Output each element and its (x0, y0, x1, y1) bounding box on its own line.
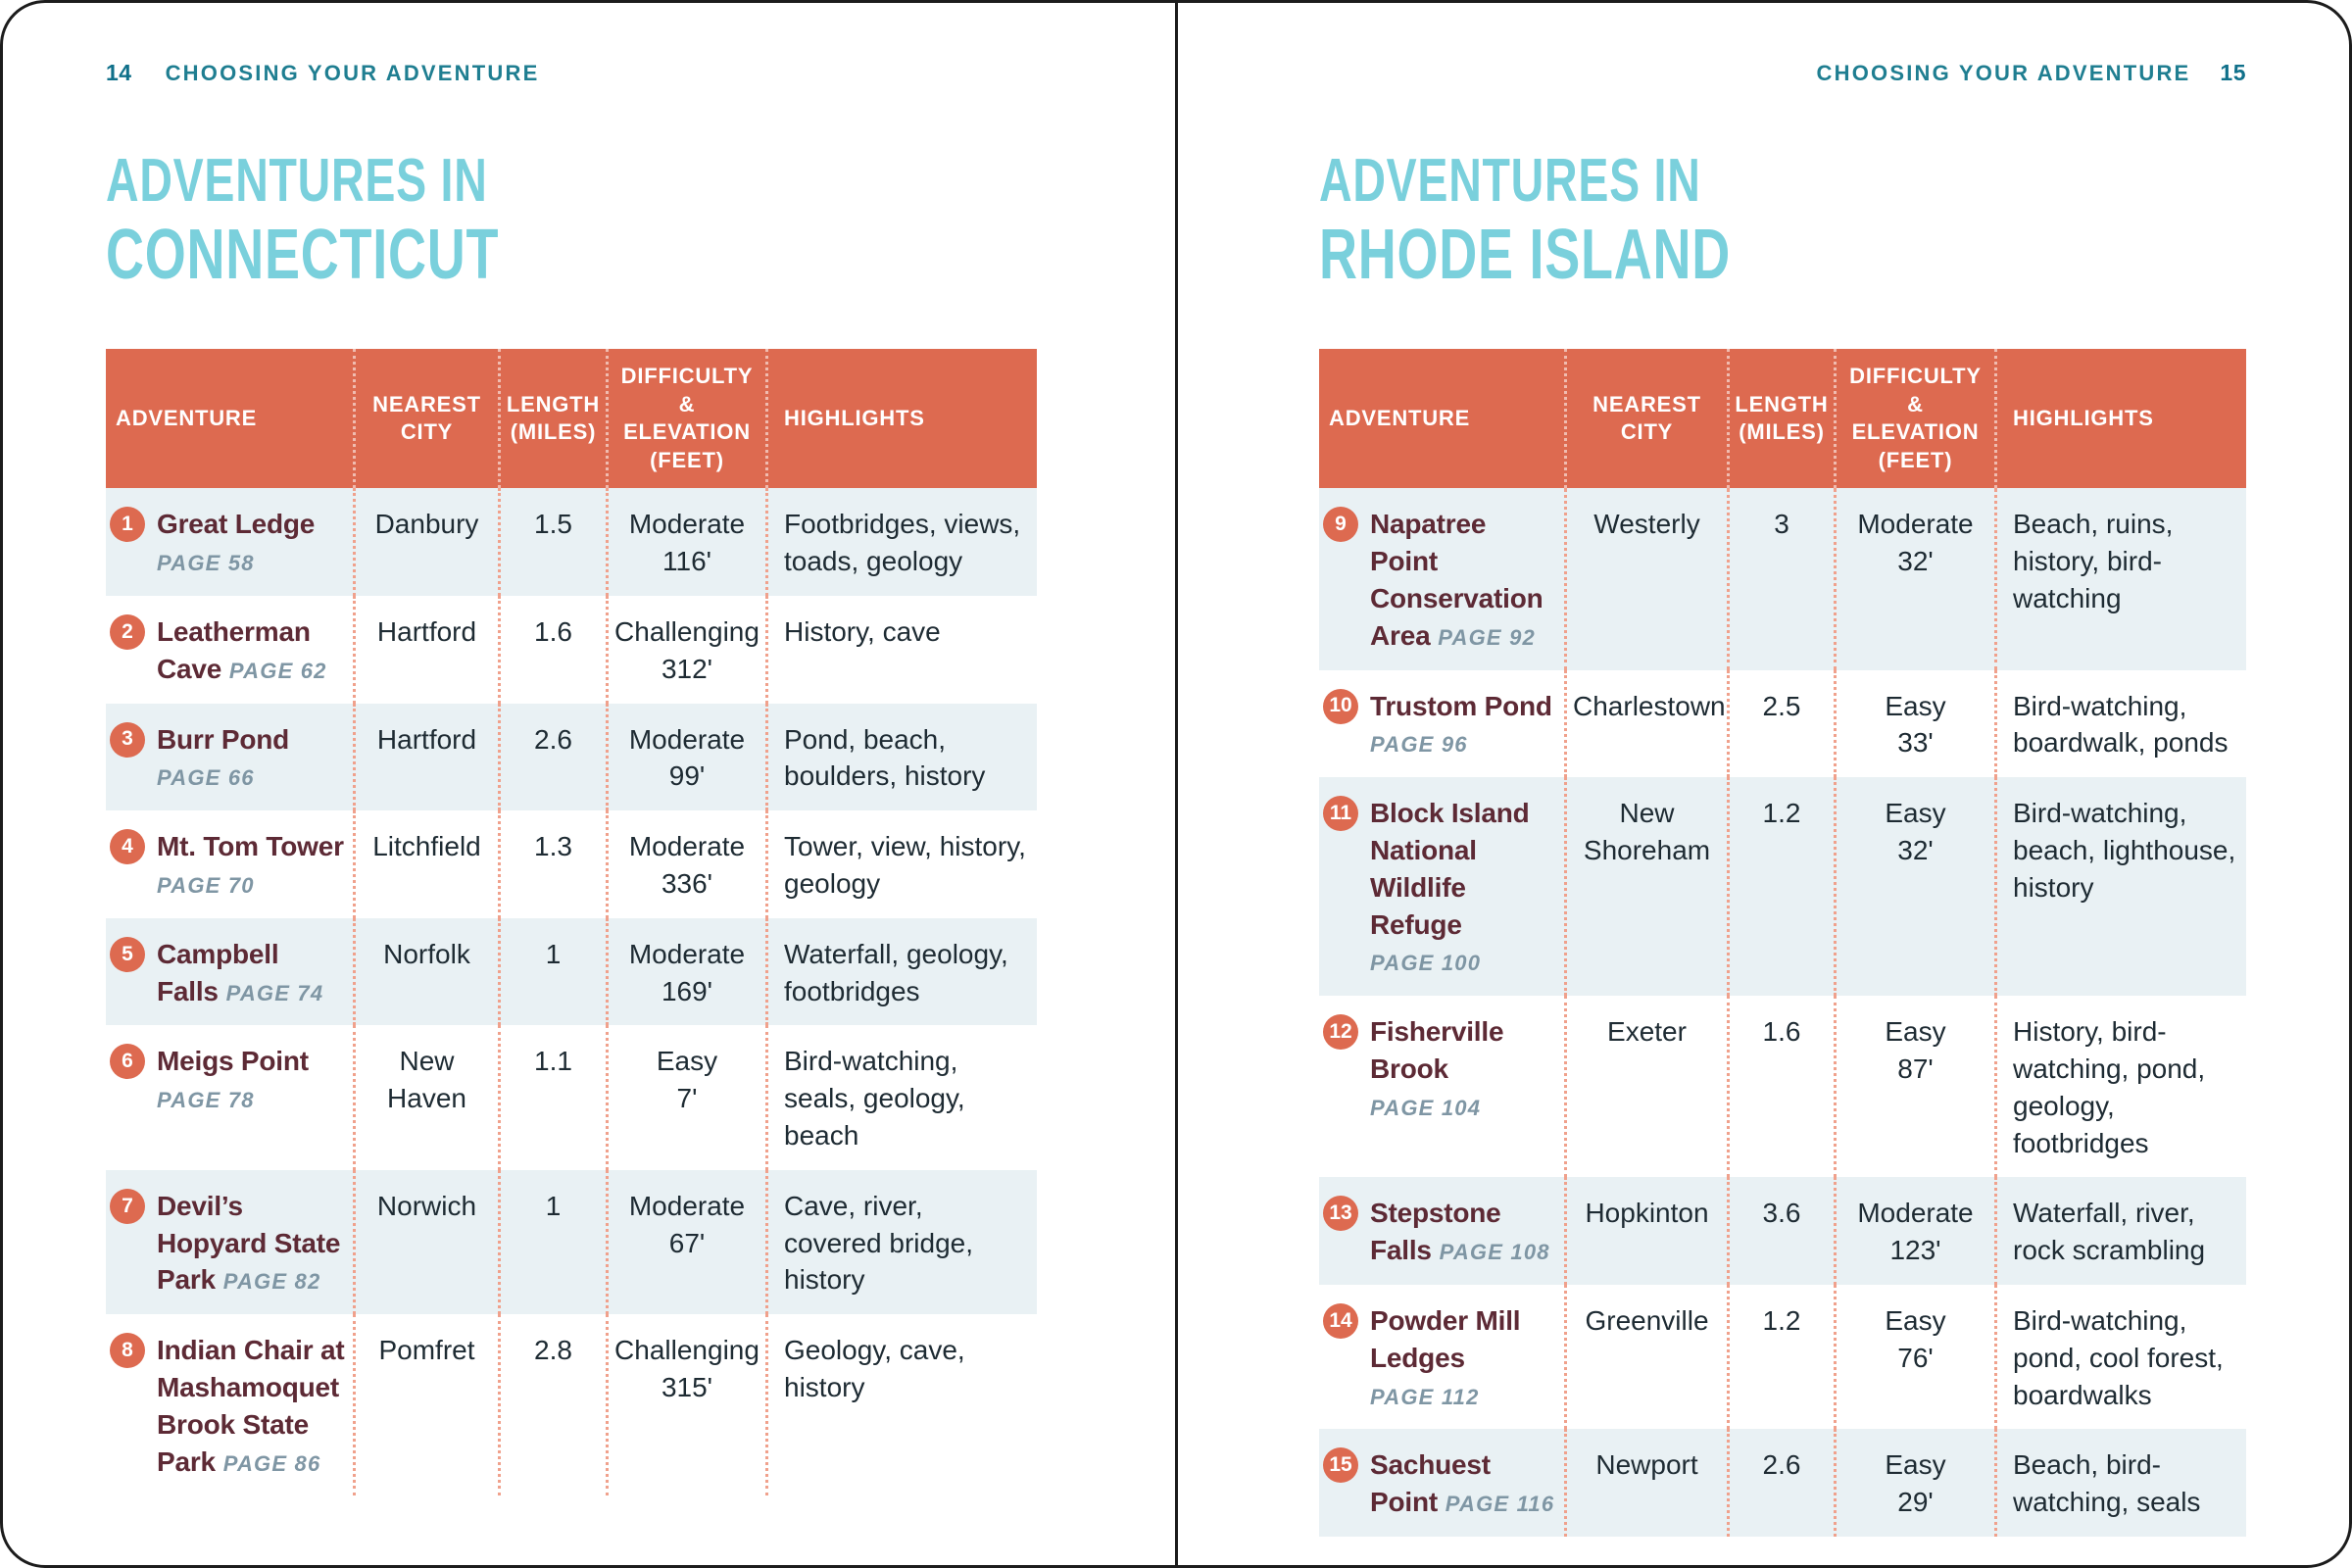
difficulty-value: Moderate (628, 1190, 746, 1221)
adventure-name: Trustom Pond (1370, 690, 1552, 721)
adventure-name: Fisherville Brook (1370, 1016, 1504, 1084)
adventure-cell (1319, 1429, 1564, 1537)
table-row (106, 1314, 1037, 1495)
adventures-table-connecticut (106, 349, 1037, 1495)
page-ref: PAGE 82 (222, 1269, 321, 1295)
elevation-value: 315' (661, 1371, 713, 1402)
adventure-name: Stepstone Falls (1370, 1198, 1501, 1266)
length-cell: 2.6 (1727, 1429, 1834, 1537)
difficulty-value: Moderate (628, 723, 746, 755)
running-head-right (1319, 60, 2246, 86)
center-fold-divider (1175, 3, 1178, 1565)
page-ref: PAGE 100 (1370, 951, 1482, 976)
table-row (106, 918, 1037, 1026)
adventure-name: Burr Pond (157, 723, 290, 755)
page-number: 15 (2220, 60, 2246, 85)
adventure-cell (1319, 1285, 1564, 1429)
column-header-line: CITY (400, 419, 454, 445)
elevation-value: 99' (668, 760, 706, 792)
page-ref: PAGE 66 (157, 765, 255, 791)
adventure-cell (106, 1170, 353, 1314)
adventure-cell (106, 918, 353, 1026)
highlights-cell: Beach, ruins, history, bird-watching (1994, 488, 2246, 669)
elevation-value: 312' (661, 653, 713, 684)
table-row (1319, 1429, 2246, 1537)
elevation-value: 169' (661, 975, 713, 1006)
adventure-number-badge: 4 (110, 829, 145, 864)
adventure-name: Great Ledge (157, 509, 316, 540)
table-row (1319, 1177, 2246, 1285)
nearest-city-cell: New Shoreham (1564, 777, 1727, 996)
adventure-cell (106, 1025, 353, 1169)
adventure-name-block (157, 721, 347, 796)
page-title-line1: ADVENTURES IN (106, 147, 488, 215)
nearest-city-cell: Greenville (1564, 1285, 1727, 1429)
column-header (1564, 349, 1727, 488)
column-header-line: (FEET) (1878, 447, 1953, 472)
page-ref: PAGE 92 (1438, 624, 1536, 650)
adventure-name: Mt. Tom Tower (157, 831, 344, 862)
length-cell: 2.5 (1727, 670, 1834, 778)
adventure-cell (106, 596, 353, 704)
adventure-cell (106, 1314, 353, 1495)
adventure-name-block (1370, 506, 1558, 654)
difficulty-cell (606, 1314, 765, 1495)
column-header (353, 349, 498, 488)
column-header-line: DIFFICULTY (1849, 364, 1982, 388)
difficulty-value: Moderate (1857, 1198, 1974, 1229)
adventure-number-badge: 12 (1323, 1014, 1358, 1050)
nearest-city-cell: Charlestown (1564, 670, 1727, 778)
column-header (1727, 349, 1834, 488)
adventure-number-badge: 10 (1323, 689, 1358, 724)
elevation-value: 7' (676, 1083, 698, 1114)
adventure-name-block (1370, 688, 1558, 762)
page-ref: PAGE 96 (1370, 732, 1468, 758)
table-row (106, 1025, 1037, 1169)
elevation-value: 116' (662, 546, 711, 577)
page-title (1319, 147, 2246, 294)
table-row (106, 488, 1037, 596)
adventure-name: Napatree Point Conservation Area (1370, 509, 1544, 651)
column-header-line: NEAREST (372, 391, 481, 416)
table-row (106, 1170, 1037, 1314)
highlights-cell: Pond, beach, boulders, history (765, 704, 1037, 811)
nearest-city-cell: Pomfret (353, 1314, 498, 1495)
adventure-cell (1319, 996, 1564, 1177)
nearest-city-cell: Hartford (353, 596, 498, 704)
difficulty-cell (606, 1170, 765, 1314)
column-header (1834, 349, 1994, 488)
difficulty-cell (606, 704, 765, 811)
length-cell: 1.5 (498, 488, 606, 596)
length-cell: 1.6 (498, 596, 606, 704)
difficulty-value: Easy (656, 1046, 718, 1077)
column-header (1994, 349, 2246, 488)
highlights-cell: History, bird-watching, pond, geology, footbridges (1994, 996, 2246, 1177)
column-header-line: (MILES) (1739, 419, 1825, 445)
table-header-row (1319, 349, 2246, 488)
elevation-value: 29' (1897, 1487, 1934, 1518)
adventure-number-badge: 3 (110, 722, 145, 758)
column-header (1319, 349, 1564, 488)
adventure-name: Campbell Falls (157, 938, 279, 1006)
table-row (106, 596, 1037, 704)
adventure-cell (1319, 1177, 1564, 1285)
difficulty-value: Challenging (614, 1335, 760, 1366)
length-cell: 1.2 (1727, 1285, 1834, 1429)
adventure-cell (106, 488, 353, 596)
adventure-name-block (157, 936, 347, 1010)
adventure-cell (106, 810, 353, 918)
difficulty-value: Moderate (628, 831, 746, 862)
difficulty-cell (1834, 996, 1994, 1177)
adventure-number-badge: 5 (110, 937, 145, 972)
difficulty-value: Moderate (628, 509, 746, 540)
column-header (606, 349, 765, 488)
column-header-line: LENGTH (1735, 391, 1829, 416)
column-header-line: LENGTH (506, 391, 601, 416)
page-ref: PAGE 112 (1370, 1384, 1480, 1409)
running-head-left (106, 60, 1037, 86)
elevation-value: 123' (1889, 1235, 1941, 1266)
length-cell: 1.1 (498, 1025, 606, 1169)
page-ref: PAGE 74 (225, 980, 324, 1005)
column-header-line: DIFFICULTY (620, 364, 754, 388)
elevation-value: 67' (668, 1227, 706, 1258)
elevation-value: 87' (1897, 1053, 1934, 1084)
adventure-name: Devil’s Hopyard State Park (157, 1190, 341, 1296)
highlights-cell: Waterfall, geology, footbridges (765, 918, 1037, 1026)
adventure-name-block (157, 506, 347, 580)
adventure-name-block (1370, 795, 1558, 980)
adventure-name: Powder Mill Ledges (1370, 1304, 1521, 1373)
adventure-number-badge: 8 (110, 1333, 145, 1368)
nearest-city-cell: Westerly (1564, 488, 1727, 669)
nearest-city-cell: Danbury (353, 488, 498, 596)
highlights-cell: Geology, cave, history (765, 1314, 1037, 1495)
difficulty-cell (606, 1025, 765, 1169)
adventure-name: Block Island National Wildlife Refuge (1370, 798, 1530, 940)
nearest-city-cell: Norfolk (353, 918, 498, 1026)
adventure-number-badge: 13 (1323, 1196, 1358, 1231)
length-cell: 1.6 (1727, 996, 1834, 1177)
column-header (498, 349, 606, 488)
adventure-number-badge: 7 (110, 1189, 145, 1224)
column-header-line: (MILES) (510, 419, 597, 445)
column-header-line: NEAREST CITY (1592, 391, 1701, 445)
table-header-row (106, 349, 1037, 488)
nearest-city-cell: Hopkinton (1564, 1177, 1727, 1285)
difficulty-value: Easy (1885, 1449, 1946, 1481)
page-ref: PAGE 104 (1370, 1095, 1482, 1120)
column-header-line: HIGHLIGHTS (784, 405, 925, 430)
column-header-line: & ELEVATION (623, 391, 751, 445)
difficulty-value: Challenging (614, 615, 760, 647)
adventure-name-block (1370, 1302, 1558, 1413)
length-cell: 3.6 (1727, 1177, 1834, 1285)
adventure-name-block (1370, 1013, 1558, 1124)
adventure-cell (1319, 488, 1564, 669)
table-body (1319, 488, 2246, 1537)
highlights-cell: Bird-watching, boardwalk, ponds (1994, 670, 2246, 778)
running-head-text: CHOOSING YOUR ADVENTURE (165, 61, 540, 85)
adventure-cell (1319, 777, 1564, 996)
table-body (106, 488, 1037, 1495)
adventure-number-badge: 2 (110, 614, 145, 650)
difficulty-value: Easy (1885, 1304, 1946, 1336)
adventure-name-block (157, 613, 347, 688)
column-header (765, 349, 1037, 488)
highlights-cell: Tower, view, history, geology (765, 810, 1037, 918)
nearest-city-cell: Litchfield (353, 810, 498, 918)
page-number: 14 (106, 60, 132, 85)
difficulty-value: Moderate (628, 938, 746, 969)
difficulty-value: Moderate (1857, 509, 1974, 540)
length-cell: 1 (498, 918, 606, 1026)
highlights-cell: Bird-watching, seals, geology, beach (765, 1025, 1037, 1169)
difficulty-cell (606, 810, 765, 918)
running-head-text: CHOOSING YOUR ADVENTURE (1816, 61, 2191, 85)
adventure-number-badge: 15 (1323, 1447, 1358, 1483)
difficulty-cell (1834, 670, 1994, 778)
column-header-line: HIGHLIGHTS (2013, 405, 2154, 430)
page-right (1176, 3, 2349, 1565)
table-row (1319, 670, 2246, 778)
adventure-name: Indian Chair at Mashamoquet Brook State Park (157, 1335, 345, 1477)
nearest-city-cell: Newport (1564, 1429, 1727, 1537)
difficulty-cell (606, 918, 765, 1026)
elevation-value: 32' (1897, 546, 1934, 577)
adventure-name-block (157, 828, 347, 903)
adventure-name-block (1370, 1195, 1558, 1269)
adventure-number-badge: 6 (110, 1044, 145, 1079)
adventure-number-badge: 1 (110, 507, 145, 542)
difficulty-value: Easy (1885, 690, 1946, 721)
adventure-name-block (157, 1043, 347, 1117)
table-row (1319, 488, 2246, 669)
page-title-line1: ADVENTURES IN (1319, 147, 1701, 215)
highlights-cell: Footbridges, views, toads, geology (765, 488, 1037, 596)
adventure-name: Leatherman Cave (157, 615, 311, 684)
difficulty-cell (1834, 1177, 1994, 1285)
table-row (106, 810, 1037, 918)
difficulty-cell (1834, 777, 1994, 996)
adventure-name-block (1370, 1446, 1558, 1521)
page-title-line2: RHODE ISLAND (1319, 216, 1732, 294)
elevation-value: 32' (1897, 834, 1934, 865)
column-header-line: ADVENTURE (1329, 405, 1471, 430)
page-left (3, 3, 1176, 1565)
adventure-cell (1319, 670, 1564, 778)
table-row (1319, 777, 2246, 996)
highlights-cell: Cave, river, covered bridge, history (765, 1170, 1037, 1314)
difficulty-cell (1834, 488, 1994, 669)
page-ref: PAGE 58 (157, 551, 255, 576)
difficulty-cell (1834, 1285, 1994, 1429)
nearest-city-cell: New Haven (353, 1025, 498, 1169)
column-header-line: ADVENTURE (116, 405, 258, 430)
highlights-cell: Beach, bird-watching, seals (1994, 1429, 2246, 1537)
table-row (106, 704, 1037, 811)
nearest-city-cell: Exeter (1564, 996, 1727, 1177)
page-ref: PAGE 62 (228, 658, 327, 683)
column-header (106, 349, 353, 488)
page-title-line2: CONNECTICUT (106, 216, 500, 294)
difficulty-cell (606, 488, 765, 596)
table-row (1319, 996, 2246, 1177)
column-header-line: (FEET) (650, 447, 724, 472)
nearest-city-cell: Norwich (353, 1170, 498, 1314)
length-cell: 1.2 (1727, 777, 1834, 996)
elevation-value: 336' (661, 867, 713, 899)
elevation-value: 33' (1897, 727, 1934, 759)
table-row (1319, 1285, 2246, 1429)
highlights-cell: Bird-watching, pond, cool forest, boardwalks (1994, 1285, 2246, 1429)
adventure-number-badge: 9 (1323, 507, 1358, 542)
adventure-name: Sachuest Point (1370, 1449, 1491, 1518)
length-cell: 2.6 (498, 704, 606, 811)
length-cell: 2.8 (498, 1314, 606, 1495)
adventure-name-block (157, 1332, 347, 1480)
elevation-value: 76' (1897, 1342, 1934, 1373)
difficulty-cell (606, 596, 765, 704)
page-ref: PAGE 78 (157, 1088, 255, 1113)
nearest-city-cell: Hartford (353, 704, 498, 811)
length-cell: 1 (498, 1170, 606, 1314)
page-ref: PAGE 86 (222, 1450, 321, 1476)
difficulty-value: Easy (1885, 798, 1946, 829)
column-header-line: & ELEVATION (1851, 391, 1980, 445)
adventure-cell (106, 704, 353, 811)
adventure-name-block (157, 1188, 347, 1298)
highlights-cell: Bird-watching, beach, lighthouse, history (1994, 777, 2246, 996)
length-cell: 3 (1727, 488, 1834, 669)
difficulty-cell (1834, 1429, 1994, 1537)
highlights-cell: Waterfall, river, rock scrambling (1994, 1177, 2246, 1285)
page-title (106, 147, 1037, 294)
adventure-name: Meigs Point (157, 1046, 309, 1077)
length-cell: 1.3 (498, 810, 606, 918)
adventures-table-rhode-island (1319, 349, 2246, 1537)
difficulty-value: Easy (1885, 1016, 1946, 1048)
page-ref: PAGE 108 (1439, 1240, 1550, 1265)
highlights-cell: History, cave (765, 596, 1037, 704)
adventure-number-badge: 14 (1323, 1303, 1358, 1339)
page-ref: PAGE 116 (1445, 1492, 1555, 1517)
adventure-number-badge: 11 (1323, 796, 1358, 831)
page-ref: PAGE 70 (157, 872, 255, 898)
